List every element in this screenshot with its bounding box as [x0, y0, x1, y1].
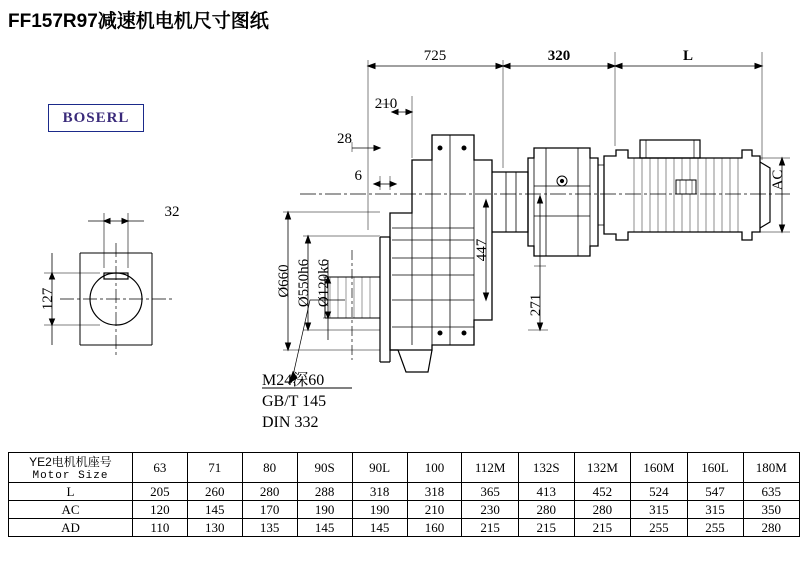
row-label-AC: AC [9, 501, 133, 519]
table-cell: 288 [297, 483, 352, 501]
dim-660: Ø660 [276, 264, 292, 298]
table-row-header [9, 453, 800, 483]
table-cell: 132M [574, 453, 630, 483]
table-cell: 280 [743, 519, 800, 537]
note-m24: M24深60 [262, 372, 325, 389]
dim-32: 32 [164, 204, 180, 220]
dim-6: 6 [354, 168, 362, 184]
table-cell: 524 [631, 483, 687, 501]
table-cell: 80 [242, 453, 297, 483]
table-cell: 160 [407, 519, 462, 537]
brand-logo: BOSERL [48, 104, 144, 132]
note-gbt145: GB/T 145 [262, 393, 327, 410]
table-cell: 90S [297, 453, 352, 483]
dim-127: 127 [40, 287, 56, 311]
table-cell: 205 [132, 483, 187, 501]
dim-320: 320 [547, 48, 571, 64]
table-cell: 112M [462, 453, 518, 483]
dim-L: L [682, 48, 694, 64]
dim-271: 271 [528, 293, 544, 317]
table-cell: 190 [352, 501, 407, 519]
dim-28: 28 [337, 131, 352, 147]
table-cell: 315 [687, 501, 743, 519]
table-cell: 190 [297, 501, 352, 519]
table-cell: 100 [407, 453, 462, 483]
table-cell: 145 [297, 519, 352, 537]
dim-210: 210 [374, 96, 398, 112]
table-cell: 260 [187, 483, 242, 501]
table-cell: 145 [187, 501, 242, 519]
table-cell: 90L [352, 453, 407, 483]
table-cell: 413 [518, 483, 574, 501]
table-cell: 135 [242, 519, 297, 537]
table-cell: 635 [743, 483, 800, 501]
header-label-en: Motor Size [32, 470, 109, 482]
table-cell: 318 [352, 483, 407, 501]
table-cell: 132S [518, 453, 574, 483]
table-row [9, 519, 800, 537]
table-cell: 215 [518, 519, 574, 537]
table-cell: 110 [132, 519, 187, 537]
table-cell: 230 [462, 501, 518, 519]
table-cell: 255 [631, 519, 687, 537]
table-cell: 365 [462, 483, 518, 501]
row-label-AD: AD [9, 519, 133, 537]
table-cell: 280 [518, 501, 574, 519]
table-cell: 180M [743, 453, 800, 483]
table-row [9, 501, 800, 519]
table-cell: 71 [187, 453, 242, 483]
table-cell: 160L [687, 453, 743, 483]
header-label-cn: YE2电机机座号 [29, 455, 112, 469]
table-cell: 210 [407, 501, 462, 519]
page-title: FF157R97减速机电机尺寸图纸 [8, 11, 269, 32]
dim-725: 725 [423, 48, 447, 64]
table-cell: 280 [574, 501, 630, 519]
table-row [9, 483, 800, 501]
table-cell: 452 [574, 483, 630, 501]
dim-447: 447 [474, 238, 490, 262]
table-cell: 315 [631, 501, 687, 519]
table-cell: 160M [631, 453, 687, 483]
dim-AC: AC [770, 169, 786, 191]
table-cell: 255 [687, 519, 743, 537]
table-cell: 215 [574, 519, 630, 537]
table-cell: 318 [407, 483, 462, 501]
table-cell: 120 [132, 501, 187, 519]
table-cell: 145 [352, 519, 407, 537]
dim-550: Ø550h6 [296, 258, 312, 308]
table-cell: 280 [242, 483, 297, 501]
table-cell: 130 [187, 519, 242, 537]
motor-size-table [8, 452, 800, 537]
dim-120: Ø120k6 [316, 258, 332, 308]
table-cell: 170 [242, 501, 297, 519]
table-cell: 215 [462, 519, 518, 537]
table-header-label [9, 453, 133, 483]
note-din332: DIN 332 [262, 414, 319, 431]
table-cell: 350 [743, 501, 800, 519]
table-cell: 63 [132, 453, 187, 483]
row-label-L: L [9, 483, 133, 501]
table-cell: 547 [687, 483, 743, 501]
